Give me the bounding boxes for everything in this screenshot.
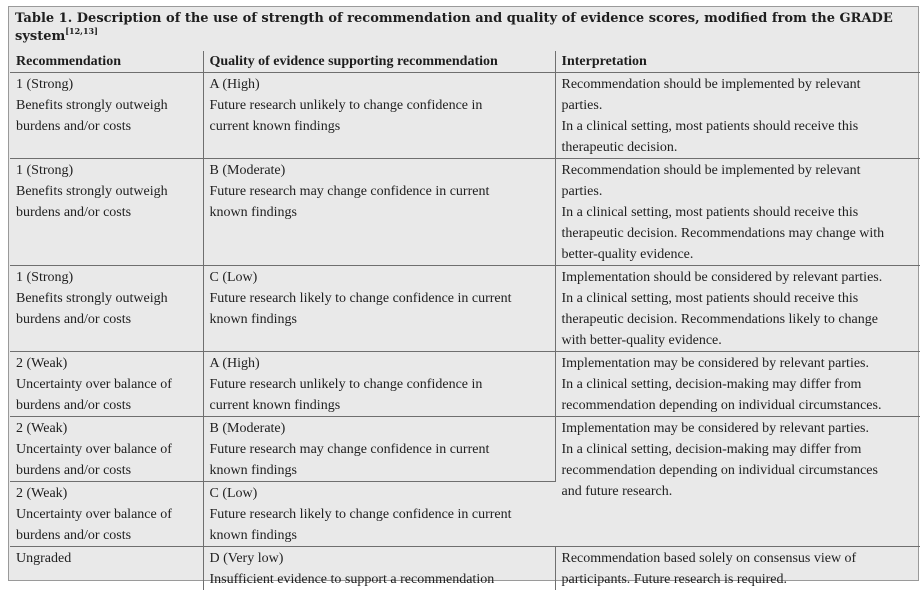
quality-cell [203,547,555,590]
interpretation-cell [555,73,920,159]
recommendation-cell [10,482,203,547]
interpretation-line: Recommendation should be implemented by relevant [561,77,861,92]
interpretation-line: better-quality evidence. [561,247,694,262]
recommendation-desc-line: Benefits strongly outweigh [16,98,168,113]
interpretation-cell [555,417,920,547]
interpretation-cell [555,352,920,417]
recommendation-desc-line: burdens and/or costs [16,119,132,134]
interpretation-line: parties. [561,184,603,199]
recommendation-desc-line: Uncertainty over balance of [16,377,172,392]
quality-desc-line: known findings [209,312,297,327]
interpretation-cell [555,159,920,266]
interpretation-line: In a clinical setting, decision-making may differ from [561,377,862,392]
quality-desc-line: Future research likely to change confidence in current [209,291,512,306]
interpretation-line: therapeutic decision. [561,140,678,155]
quality-cell [203,482,555,547]
interpretation-line: Implementation may be considered by relevant parties. [561,356,870,371]
quality-grade: B (Moderate) [209,163,286,178]
interpretation-line: In a clinical setting, most patients should receive this [561,291,859,306]
interpretation-line: recommendation depending on individual circumstances. [561,398,882,413]
quality-cell [203,266,555,352]
recommendation-desc-line: burdens and/or costs [16,463,132,478]
interpretation-line: therapeutic decision. Recommendations likely to change [561,312,878,327]
header-row [10,51,920,73]
interpretation-line: participants. Future research is required. [561,572,787,587]
recommendation-desc-line: burdens and/or costs [16,528,132,543]
recommendation-cell [10,159,203,266]
quality-cell [203,73,555,159]
header-interpretation: Interpretation [555,51,920,73]
quality-cell [203,352,555,417]
interpretation-line: In a clinical setting, decision-making may differ from [561,442,862,457]
interpretation-line: Implementation may be considered by relevant parties. [561,421,870,436]
table-row [10,417,920,482]
quality-grade: C (Low) [209,270,258,285]
quality-desc-line: Future research may change confidence in current [209,442,490,457]
caption-text: Table 1. Description of the use of strength of recommendation and quality of evidence scores, modified from the GRADE system [15,11,893,44]
recommendation-grade: 1 (Strong) [16,270,74,285]
recommendation-desc-line: burdens and/or costs [16,205,132,220]
table-row [10,73,920,159]
interpretation-line: recommendation depending on individual circumstances [561,463,878,478]
recommendation-grade: 2 (Weak) [16,356,68,371]
quality-desc-line: Insufficient evidence to support a recommendation [209,572,495,587]
interpretation-line: parties. [561,98,603,113]
interpretation-cell [555,266,920,352]
caption-refs: [12,13] [65,26,98,36]
grade-table [10,51,920,590]
quality-desc-line: known findings [209,528,297,543]
quality-desc-line: known findings [209,205,297,220]
quality-grade: C (Low) [209,486,258,501]
interpretation-line: therapeutic decision. Recommendations may change with [561,226,885,241]
recommendation-cell [10,266,203,352]
table-row [10,159,920,266]
quality-desc-line: Future research likely to change confidence in current [209,507,512,522]
quality-grade: A (High) [209,356,260,371]
quality-grade: B (Moderate) [209,421,286,436]
recommendation-desc-line: burdens and/or costs [16,312,132,327]
quality-grade: A (High) [209,77,260,92]
header-recommendation: Recommendation [10,51,203,73]
recommendation-cell [10,73,203,159]
table-caption [15,10,910,46]
recommendation-cell [10,352,203,417]
interpretation-line: In a clinical setting, most patients should receive this [561,205,859,220]
recommendation-desc-line: Uncertainty over balance of [16,507,172,522]
interpretation-cell [555,547,920,590]
table-row [10,547,920,590]
recommendation-grade: 2 (Weak) [16,421,68,436]
quality-grade: D (Very low) [209,551,284,566]
quality-cell [203,417,555,482]
interpretation-line: In a clinical setting, most patients should receive this [561,119,859,134]
table-row [10,352,920,417]
interpretation-line: Recommendation based solely on consensus view of [561,551,857,566]
table-row [10,266,920,352]
recommendation-desc-line: Benefits strongly outweigh [16,291,168,306]
quality-cell [203,159,555,266]
quality-desc-line: known findings [209,463,297,478]
recommendation-desc-line: burdens and/or costs [16,398,132,413]
header-quality: Quality of evidence supporting recommendation [203,51,555,73]
recommendation-grade: 2 (Weak) [16,486,68,501]
recommendation-grade: 1 (Strong) [16,163,74,178]
interpretation-line: Recommendation should be implemented by relevant [561,163,861,178]
quality-desc-line: Future research unlikely to change confidence in [209,98,483,113]
recommendation-cell [10,417,203,482]
interpretation-line: with better-quality evidence. [561,333,722,348]
recommendation-desc-line: Benefits strongly outweigh [16,184,168,199]
quality-desc-line: Future research may change confidence in current [209,184,490,199]
recommendation-grade: 1 (Strong) [16,77,74,92]
quality-desc-line: current known findings [209,119,341,134]
interpretation-line: and future research. [561,484,673,499]
interpretation-line: Implementation should be considered by relevant parties. [561,270,883,285]
recommendation-cell [10,547,203,590]
recommendation-grade: Ungraded [16,551,72,566]
table-panel [8,6,919,587]
recommendation-desc-line: Uncertainty over balance of [16,442,172,457]
quality-desc-line: Future research unlikely to change confidence in [209,377,483,392]
quality-desc-line: current known findings [209,398,341,413]
